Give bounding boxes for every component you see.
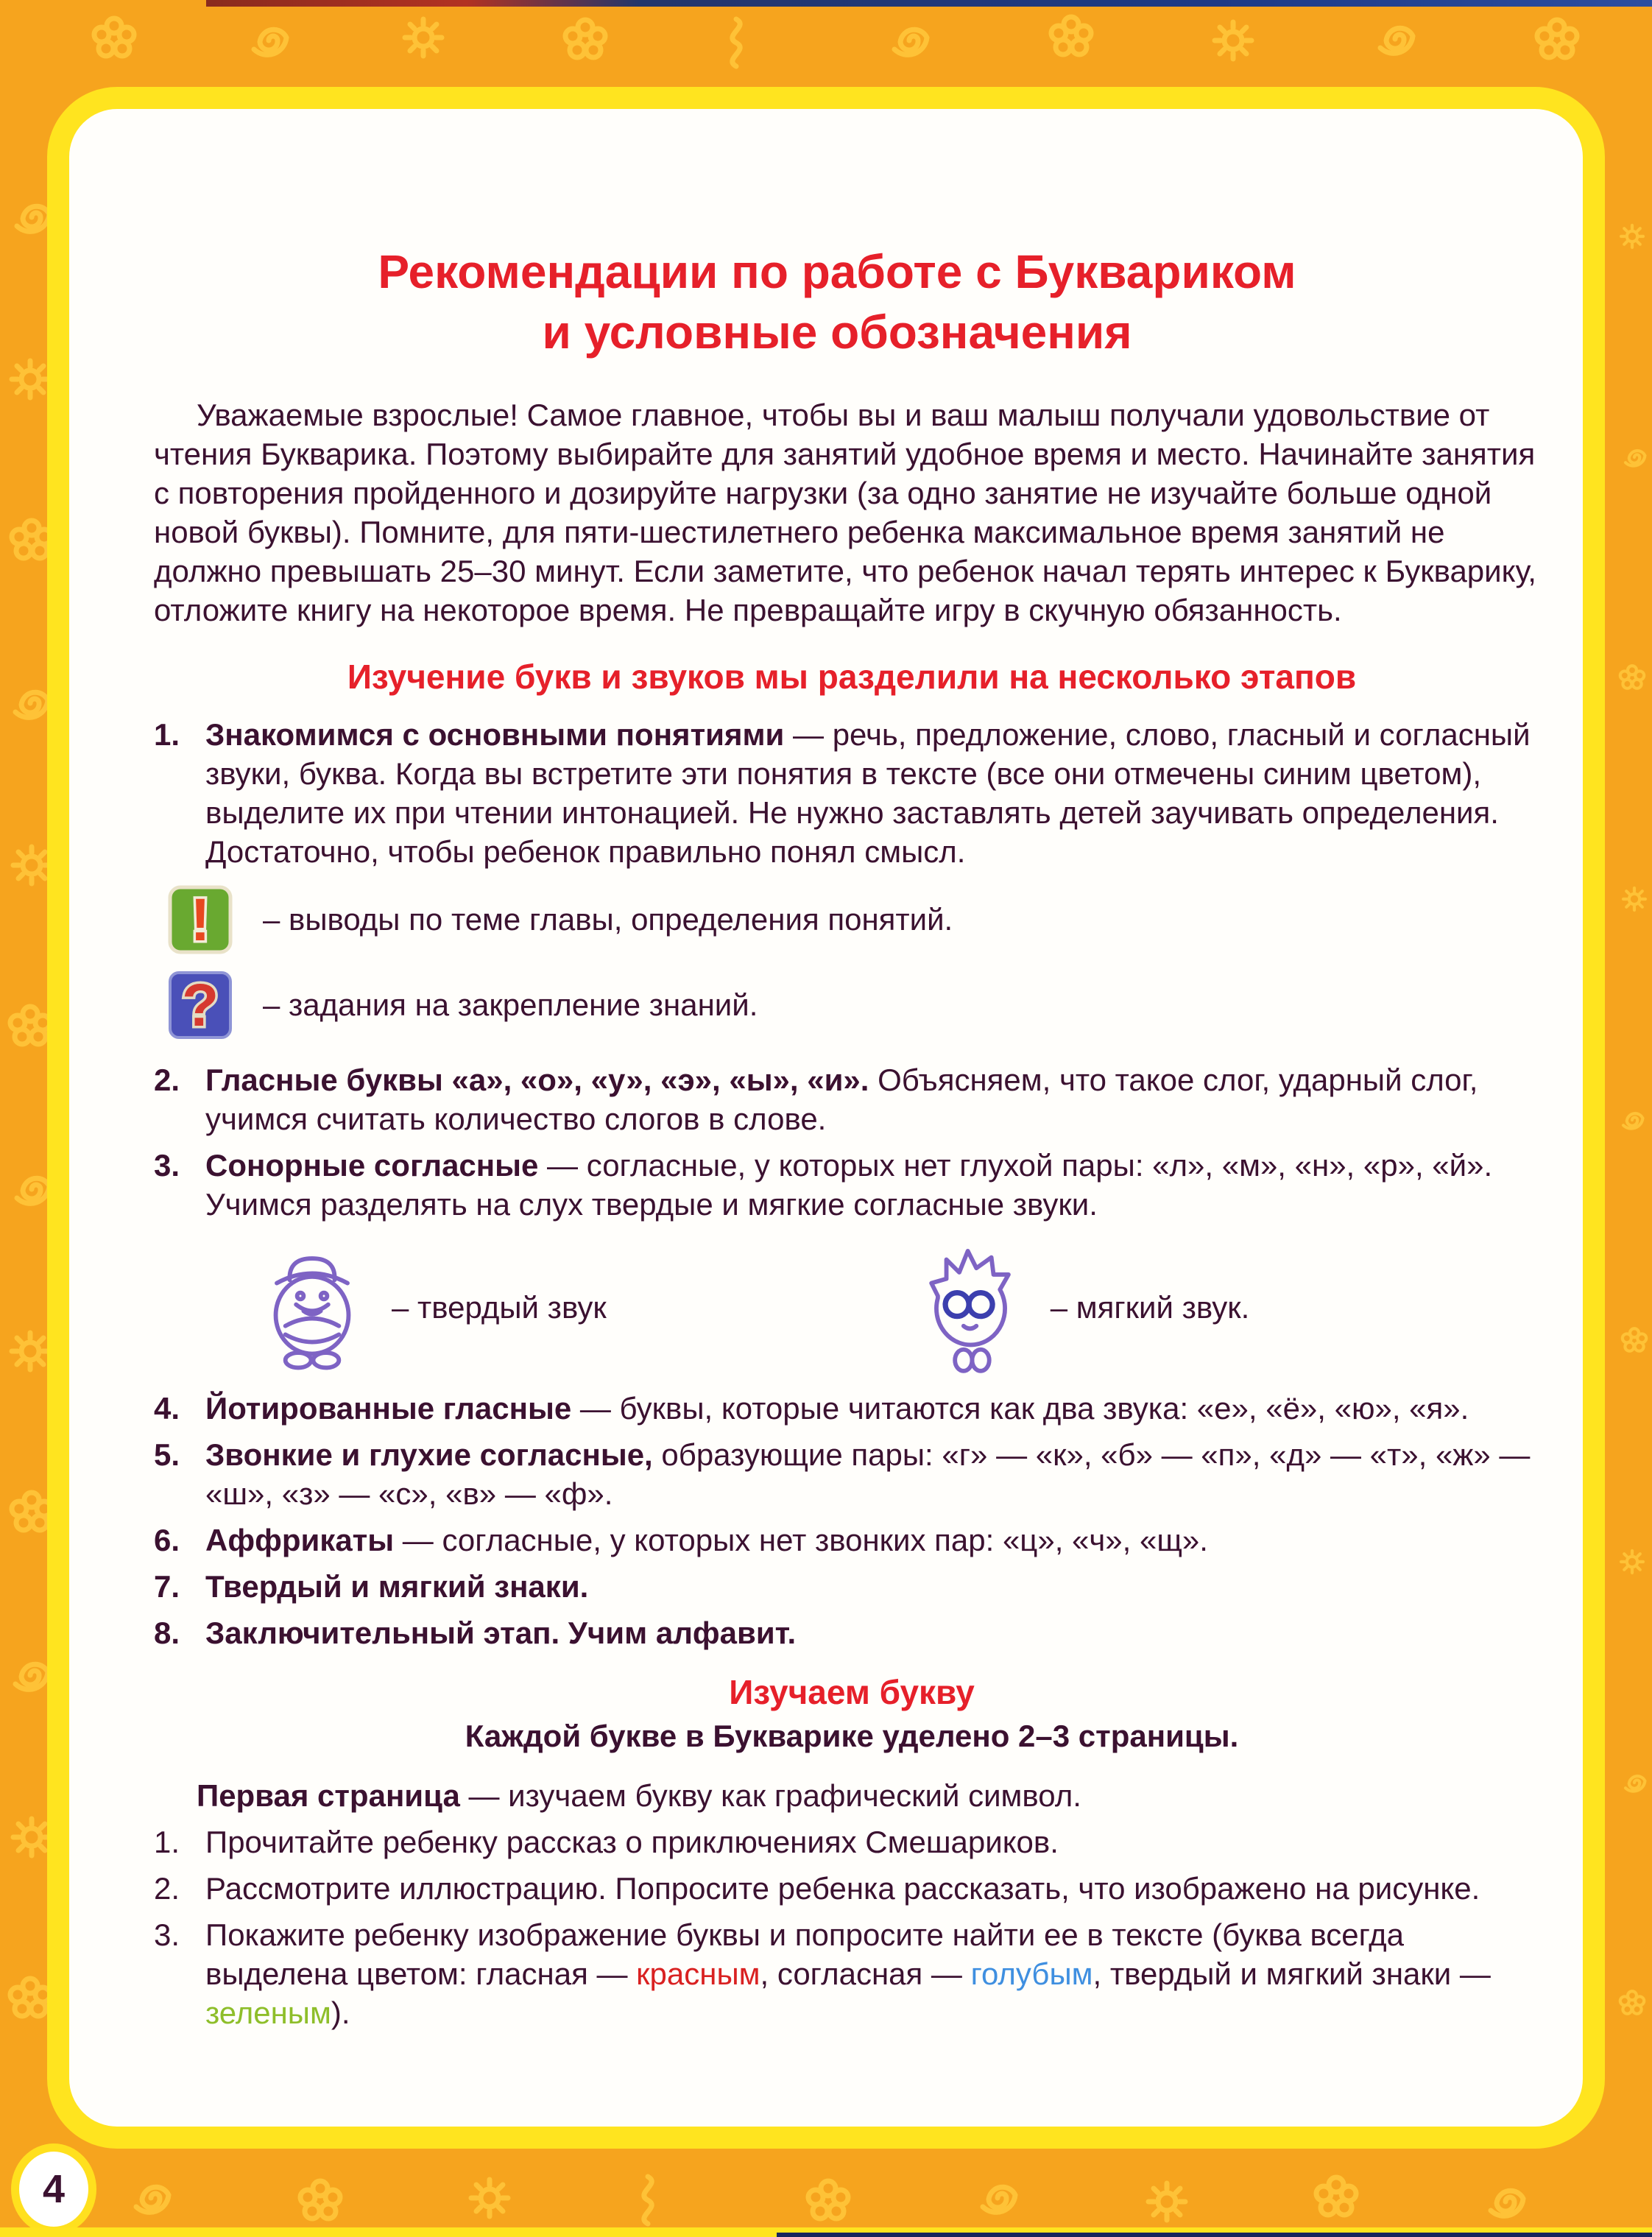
stage-item-6 [154, 1521, 1550, 1560]
soft-sound-label: – мягкий звук. [1050, 1290, 1250, 1325]
page-number-badge [19, 2152, 88, 2227]
stage-item-2-number: 2. [154, 1063, 180, 1097]
scan-edge-top [206, 0, 1652, 7]
letter-step-1-number: 1. [154, 1825, 180, 1859]
stage-item-5-number: 5. [154, 1437, 180, 1472]
stage-item-1-text: — речь, предложение, слово, гласный и согласный звуки, буква. Когда вы встретите эти понятия в тексте (все они отмечены синим цветом), выделите их при чтении интонацией. Не нужно заставлять детей заучивать определения. Достаточно, чтобы ребенок правильно понял смысл. [205, 717, 1531, 869]
legend-conclusions-row [167, 883, 1550, 957]
content-card [47, 87, 1605, 2149]
stage-item-4-text: — буквы, которые читаются как два звука: «е», «ё», «ю», «я». [571, 1391, 1469, 1426]
first-page-term: Первая страница [197, 1778, 460, 1813]
stage-item-1-number: 1. [154, 717, 180, 752]
stage-item-2 [154, 1060, 1550, 1138]
scan-edge-bottom-dark [777, 2233, 1652, 2237]
page-number: 4 [42, 2167, 66, 2211]
legend-conclusions-text: – выводы по теме главы, определения понятий. [263, 902, 953, 937]
stage-item-3-term: Сонорные согласные [205, 1148, 539, 1183]
red-color-word: красным [636, 1956, 760, 1991]
page-title [154, 242, 1520, 362]
stage-item-7 [154, 1567, 1550, 1606]
letter-section-subheading: Каждой букве в Букварике уделено 2–3 страницы. [465, 1719, 1239, 1753]
stage-item-1 [154, 715, 1550, 871]
soft-sound-item [912, 1238, 1250, 1378]
stage-item-8-term: Заключительный этап. Учим алфавит. [205, 1616, 797, 1650]
letter-step-3-text: Покажите ребенку изображение буквы и попросите найти ее в тексте (буква всегда выделена цветом: гласная — красным, согласная — голубым, твердый и мягкий знаки — зеленым). [205, 1917, 1491, 2030]
stage-item-4-term: Йотированные гласные [205, 1391, 572, 1426]
stage-item-5-text: образующие пары: «г» — «к», «б» — «п», «д» — «т», «ж» — «ш», «з» — «с», «в» — «ф». [205, 1437, 1531, 1511]
first-page-text: — изучаем букву как графический символ. [459, 1778, 1081, 1813]
stage-item-2-text: Объясняем, что такое слог, ударный слог, учимся считать количество слогов в слове. [205, 1063, 1478, 1136]
yozhik-sketch [912, 1238, 1030, 1378]
stage-item-3-text: — согласные, у которых нет глухой пары: «л», «м», «н», «р», «й». Учимся разделять на слух твердые и мягкие согласные звуки. [205, 1148, 1493, 1222]
stage-item-5 [154, 1435, 1550, 1513]
kopatych-sketch [253, 1238, 371, 1378]
svg-text:?: ? [181, 972, 219, 1039]
page-title-line1: Рекомендации по работе с Буквариком [378, 245, 1296, 298]
letter-step-2-number: 2. [154, 1871, 180, 1906]
stage-item-2-term: Гласные буквы «а», «о», «у», «э», «ы», «и». [205, 1063, 869, 1097]
blue-color-word: голубым [970, 1956, 1093, 1991]
hard-sound-item [253, 1238, 607, 1378]
stage-item-5-term: Звонкие и глухие согласные, [205, 1437, 653, 1472]
stage-item-6-number: 6. [154, 1523, 180, 1557]
question-icon [167, 970, 233, 1040]
letter-step-1 [154, 1822, 1550, 1861]
stage-item-6-term: Аффрикаты [205, 1523, 395, 1557]
letter-step-1-text: Прочитайте ребенку рассказ о приключениях Смешариков. [205, 1825, 1059, 1859]
stage-item-6-text: — согласные, у которых нет звонких пар: «ц», «ч», «щ». [394, 1523, 1208, 1557]
exclamation-icon [167, 884, 233, 955]
svg-text:!: ! [190, 887, 211, 954]
first-page-line [154, 1776, 1550, 1815]
stage-item-3 [154, 1146, 1550, 1224]
stages-heading: Изучение букв и звуков мы разделили на несколько этапов [347, 658, 1357, 696]
stage-item-8-number: 8. [154, 1616, 180, 1650]
legend-tasks-row [167, 968, 1550, 1042]
letter-step-2 [154, 1869, 1550, 1908]
stage-item-7-term: Твердый и мягкий знаки. [205, 1569, 589, 1604]
stage-item-3-number: 3. [154, 1148, 180, 1183]
stage-item-4-number: 4. [154, 1391, 180, 1426]
sound-legend-row [154, 1234, 1550, 1381]
letter-section-heading: Изучаем букву [729, 1673, 975, 1711]
stage-item-8 [154, 1613, 1550, 1652]
page-title-line2: и условные обозначения [542, 306, 1132, 359]
hard-sound-label: – твердый звук [392, 1290, 607, 1325]
letter-step-2-text: Рассмотрите иллюстрацию. Попросите ребенка рассказать, что изображено на рисунке. [205, 1871, 1480, 1906]
stage-item-1-term: Знакомимся с основными понятиями [205, 717, 785, 752]
green-color-word: зеленым [205, 1995, 331, 2030]
intro-paragraph: Уважаемые взрослые! Самое главное, чтобы вы и ваш малыш получали удовольствие от чтения Букварика. Поэтому выбирайте для занятий удобное время и место. Начинайте занятия с повторения пройденного и дозируйте нагрузки (за одно занятие не изучайте больше одной новой буквы). Помните, для пяти-шестилетнего ребенка максимальное время занятий не должно превышать 25–30 минут. Если заметите, что ребенок начал терять интерес к Букварику, отложите книгу на некоторое время. Не превращайте игру в скучную обязанность. [154, 398, 1536, 627]
letter-step-3 [154, 1915, 1550, 2032]
legend-tasks-text: – задания на закрепление знаний. [263, 987, 758, 1022]
stage-item-7-number: 7. [154, 1569, 180, 1604]
stage-item-4 [154, 1389, 1550, 1428]
letter-step-3-number: 3. [154, 1917, 180, 1952]
